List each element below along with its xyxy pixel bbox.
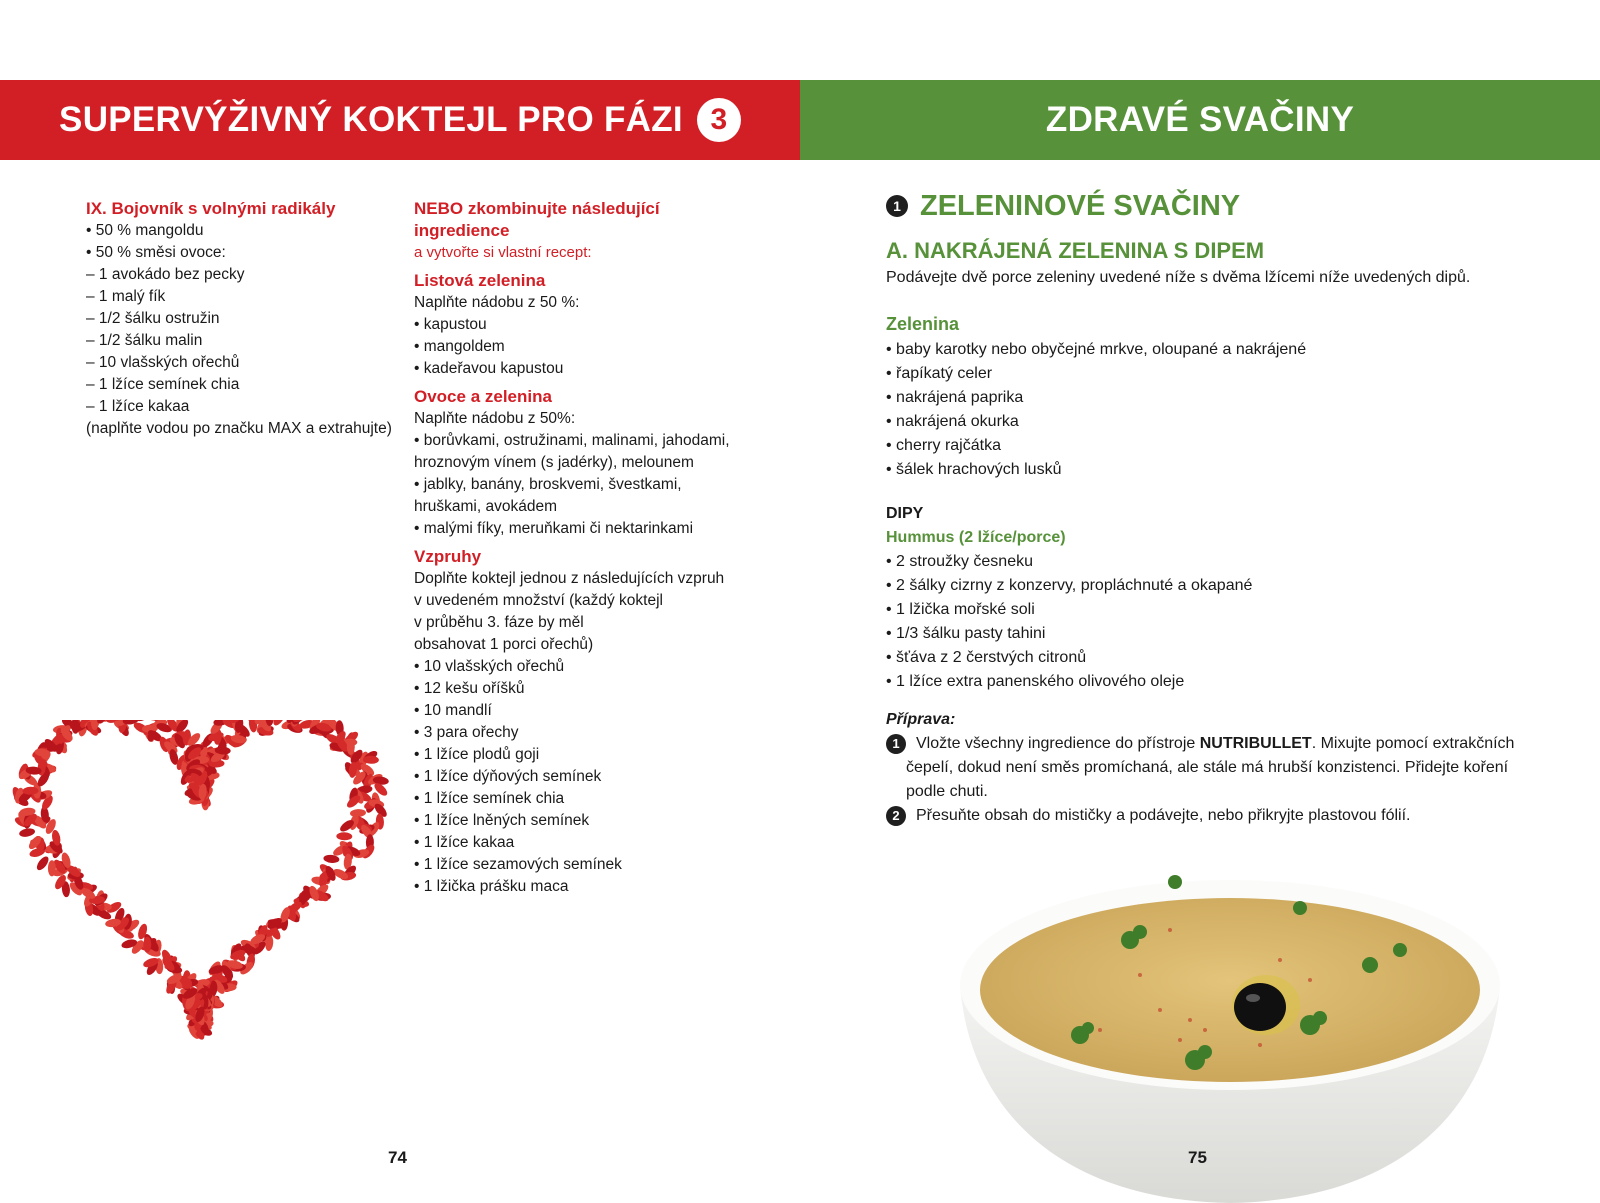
snacks-content bbox=[886, 186, 1566, 828]
recipe-line: – 1 avokádo bez pecky bbox=[86, 266, 245, 283]
recipe-line: – 1/2 šálku malin bbox=[86, 332, 203, 349]
step-1-text-end: . Mixujte pomocí extrakčních bbox=[1311, 735, 1515, 752]
section-line: • 3 para ořechy bbox=[414, 724, 519, 741]
step-1-text-line2: čepelí, dokud není směs promíchaná, ale stále má hrubší konzistenci. Přidejte koření bbox=[906, 759, 1509, 776]
section-line: • 1 lžíce dýňových semínek bbox=[414, 768, 602, 785]
section-line: Doplňte koktejl jednou z následujících vzpruh bbox=[414, 570, 725, 587]
recipe-heading: IX. Bojovník s volnými radikály bbox=[86, 199, 336, 218]
step-number: 2 bbox=[886, 806, 906, 826]
combine-heading: NEBO zkombinujte následující bbox=[414, 199, 660, 218]
section-title-leafy: Listová zelenina bbox=[414, 271, 546, 290]
recipe-line: – 1/2 šálku ostružin bbox=[86, 310, 220, 327]
left-banner bbox=[0, 80, 800, 160]
section-line: • 10 mandlí bbox=[414, 702, 492, 719]
section-title-boosters: Vzpruhy bbox=[414, 547, 482, 566]
veg-item: • cherry rajčátka bbox=[886, 437, 1001, 454]
section-line: Naplňte nádobu z 50 %: bbox=[414, 294, 580, 311]
hummus bbox=[980, 898, 1480, 1082]
hummus-title: Hummus (2 lžíce/porce) bbox=[886, 529, 1066, 546]
brand-name: NUTRIBULLET bbox=[1199, 735, 1312, 752]
preparation-title: Příprava: bbox=[886, 711, 956, 728]
section-line: • jablky, banány, broskvemi, švestkami, bbox=[414, 476, 682, 493]
hummus-item: • 1 lžička mořské soli bbox=[886, 601, 1035, 618]
hummus-bowl-image bbox=[950, 870, 1510, 1203]
intro-text: Podávejte dvě porce zeleniny uvedené níže s dvěma lžícemi níže uvedených dipů. bbox=[886, 269, 1471, 286]
combine-subheading: a vytvořte si vlastní recept: bbox=[414, 244, 592, 261]
step-1-text-line3: podle chuti. bbox=[906, 783, 988, 800]
combine-column bbox=[414, 198, 730, 898]
recipe-line: • 50 % mangoldu bbox=[86, 222, 204, 239]
step-1 bbox=[886, 732, 1566, 804]
recipe-line: – 1 lžíce kakaa bbox=[86, 398, 190, 415]
veg-item: • nakrájená paprika bbox=[886, 389, 1024, 406]
section-line: • 10 vlašských ořechů bbox=[414, 658, 565, 675]
recipe-line: – 1 lžíce semínek chia bbox=[86, 376, 240, 393]
section-line: • mangoldem bbox=[414, 338, 505, 355]
goji-heart-image bbox=[0, 720, 400, 1110]
dips-title: DIPY bbox=[886, 505, 924, 522]
section-line: • 1 lžíce semínek chia bbox=[414, 790, 565, 807]
hummus-item: • šťáva z 2 čerstvých citronů bbox=[886, 649, 1087, 666]
veg-item: • nakrájená okurka bbox=[886, 413, 1019, 430]
section-line: • 1 lžíce plodů goji bbox=[414, 746, 540, 763]
section-line: v průběhu 3. fáze by měl bbox=[414, 614, 584, 631]
hummus-item: • 1/3 šálku pasty tahini bbox=[886, 625, 1046, 642]
section-heading bbox=[886, 186, 1566, 226]
section-line: • borůvkami, ostružinami, malinami, jahodami, bbox=[414, 432, 730, 449]
left-banner-title: SUPERVÝŽIVNÝ KOKTEJL PRO FÁZI bbox=[59, 100, 683, 139]
hummus-item: • 2 stroužky česneku bbox=[886, 553, 1033, 570]
step-1-text bbox=[906, 732, 1515, 804]
goji-berry bbox=[336, 832, 352, 840]
olive bbox=[1234, 983, 1286, 1031]
recipe-line: – 10 vlašských ořechů bbox=[86, 354, 240, 371]
section-number: 1 bbox=[886, 195, 908, 217]
section-line: • 1 lžička prášku maca bbox=[414, 878, 569, 895]
step-1-text-start: Vložte všechny ingredience do přístroje bbox=[916, 735, 1200, 752]
section-title-fruit: Ovoce a zelenina bbox=[414, 387, 552, 406]
section-line: • 1 lžíce sezamových semínek bbox=[414, 856, 622, 873]
section-line: Naplňte nádobu z 50%: bbox=[414, 410, 576, 427]
hummus-item: • 1 lžíce extra panenského olivového oleje bbox=[886, 673, 1185, 690]
section-line: • 1 lžíce lněných semínek bbox=[414, 812, 590, 829]
section-line: obsahovat 1 porci ořechů) bbox=[414, 636, 594, 653]
subsection-title: A. NAKRÁJENÁ ZELENINA S DIPEM bbox=[886, 238, 1265, 263]
recipe-column bbox=[86, 198, 392, 440]
step-2 bbox=[886, 804, 1566, 828]
recipe-line: • 50 % směsi ovoce: bbox=[86, 244, 226, 261]
recipe-line: – 1 malý fík bbox=[86, 288, 166, 305]
olive-shine bbox=[1246, 994, 1260, 1002]
goji-berries bbox=[11, 720, 390, 1041]
veg-item: • řapíkatý celer bbox=[886, 365, 993, 382]
section-line: hroznovým vínem (s jadérky), melounem bbox=[414, 454, 694, 471]
step-number: 1 bbox=[886, 734, 906, 754]
recipe-line: (naplňte vodou po značku MAX a extrahujte) bbox=[86, 420, 392, 437]
hummus-item: • 2 šálky cizrny z konzervy, propláchnuté a okapané bbox=[886, 577, 1253, 594]
veg-item: • šálek hrachových lusků bbox=[886, 461, 1062, 478]
section-line: • 12 kešu oříšků bbox=[414, 680, 525, 697]
section-line: • 1 lžíce kakaa bbox=[414, 834, 515, 851]
step-2-text: Přesuňte obsah do mističky a podávejte, nebo přikryjte plastovou fólií. bbox=[916, 807, 1411, 824]
combine-heading-2: ingredience bbox=[414, 221, 510, 240]
section-line: • kapustou bbox=[414, 316, 487, 333]
goji-berry bbox=[48, 860, 56, 876]
right-banner bbox=[800, 80, 1600, 160]
section-line: • malými fíky, meruňkami či nektarinkami bbox=[414, 520, 694, 537]
section-line: v uvedeném množství (každý koktejl bbox=[414, 592, 663, 609]
phase-badge: 3 bbox=[697, 98, 741, 142]
page-number-right: 75 bbox=[1188, 1148, 1207, 1167]
section-line: hruškami, avokádem bbox=[414, 498, 558, 515]
page-number-left: 74 bbox=[388, 1148, 407, 1167]
vegetables-title: Zelenina bbox=[886, 314, 960, 334]
veg-item: • baby karotky nebo obyčejné mrkve, oloupané a nakrájené bbox=[886, 341, 1307, 358]
right-banner-title: ZDRAVÉ SVAČINY bbox=[1045, 100, 1355, 139]
goji-berry bbox=[18, 827, 35, 838]
section-line: • kadeřavou kapustou bbox=[414, 360, 564, 377]
section-title: ZELENINOVÉ SVAČINY bbox=[920, 190, 1241, 222]
